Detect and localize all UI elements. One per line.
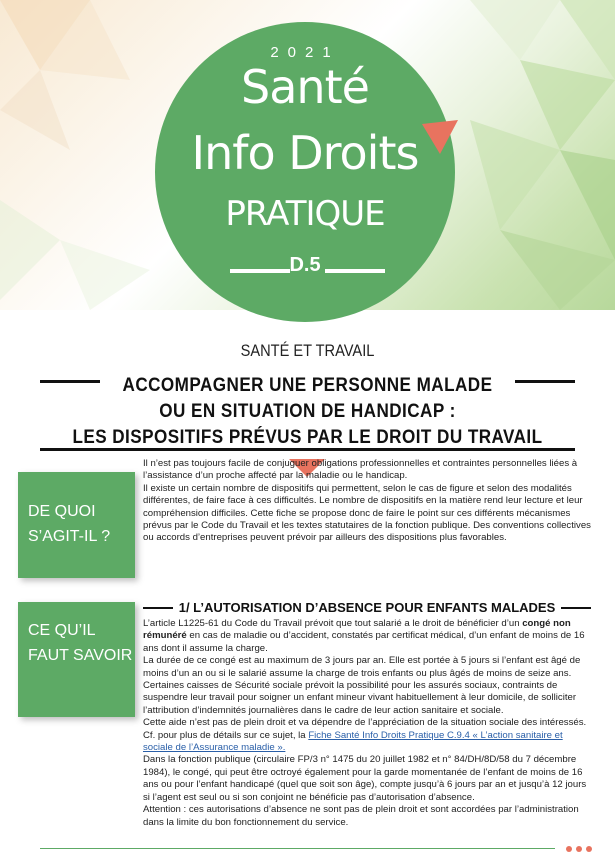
- text-run: Cf. pour plus de détails sur ce sujet, la: [143, 729, 309, 741]
- title-line-info-droits: Info Droits: [191, 126, 419, 180]
- main-title: [40, 373, 575, 451]
- box-label-line: DE QUOI: [28, 503, 96, 520]
- body-paragraph: Cette aide n’est pas de plein droit et va dépendre de l’appréciation de la situation sociale des intéressés.: [143, 717, 587, 729]
- section-body: [143, 618, 591, 829]
- section-heading-text: 1/ L’AUTORISATION D’ABSENCE POUR ENFANTS MALADES: [178, 600, 556, 615]
- box-de-quoi-s-agit-il: [18, 472, 135, 578]
- intro-text: [143, 458, 591, 545]
- intro-paragraph: Il n’est pas toujours facile de conjuguer obligations professionnelles et contraintes personnelles liées à l’assistance d’un proche affecté par la maladie ou le handicap.: [143, 458, 578, 482]
- title-line-sante: Santé: [241, 60, 369, 114]
- dot-icon: [586, 846, 592, 852]
- main-title-line: LES DISPOSITIFS PRÉVUS PAR LE DROIT DU TRAVAIL: [72, 427, 543, 448]
- footer-dots: [566, 846, 592, 852]
- section-label: SANTÉ ET TRAVAIL: [240, 341, 375, 360]
- footer-rule: [40, 848, 555, 849]
- body-paragraph: Dans la fonction publique (circulaire FP/3 n° 1475 du 20 juillet 1982 et n° 84/DH/8D/58 du 7 décembre 1984), le congé, qui peut être octroyé également pour la garde momentanée de l’enfant de moins de 16 ans ou pour l’enfant handicapé (quel que soit son âge), compte jusqu’à 6 jours par an et jusqu’à 12 jours si l’agent est seul ou si son conjoint ne bénéficie pas d’autorisation d’absence.: [143, 754, 587, 803]
- main-title-line: ACCOMPAGNER UNE PERSONNE MALADE: [122, 375, 493, 396]
- body-paragraph: Certaines caisses de Sécurité sociale prévoit la possibilité pour les assurés sociaux, contraints de suspendre leur travail pour soigner un enfant mineur vivant habituellement à leur domicile, de solliciter l’attribution d’indemnités journalières dans le cadre de leur action sanitaire et sociale.: [143, 680, 577, 716]
- text-run: L’article L1225-61 du Code du Travail prévoit que tout salarié a le droit de bénéficier d’un: [143, 618, 523, 629]
- box-label-line: FAUT SAVOIR: [28, 647, 133, 664]
- main-title-line: OU EN SITUATION DE HANDICAP :: [159, 401, 456, 422]
- box-label-line: S’AGIT-IL ?: [28, 528, 111, 545]
- box-ce-qu-il-faut-savoir: [18, 602, 135, 717]
- bold-text: congé non rémunéré: [143, 618, 571, 642]
- document-code: D.5: [289, 254, 321, 276]
- intro-paragraph: Il existe un certain nombre de dispositifs qui permettent, selon le cas de figure et selon des modalités différentes, de faire face à ces difficultés. Le nombre de dispositifs en la matière rend leur lecture et leur compréhension difficiles. Cette fiche se propose donc de faire le point sur ces différents mécanismes prévus par le Code du Travail et les textes statutaires de la fonction publique. Des conventions collectives ou accords d’entreprises peuvent prévoir par ailleurs des dispositions plus favorables.: [143, 482, 591, 544]
- heading-rule-right: [561, 607, 591, 609]
- dot-icon: [566, 846, 572, 852]
- body-paragraph: Attention : ces autorisations d’absence ne sont pas de plein droit et sont accordées par l’administration dans la limite du bon fonctionnement du service.: [143, 804, 579, 828]
- body-paragraph: La durée de ce congé est au maximum de 3 jours par an. Elle est portée à 5 jours si l’enfant est âgé de moins d’un an ou si le salarié assume la charge de trois enfants ou plus âgés de moins de seize ans.: [143, 655, 581, 679]
- year-label: 2021: [270, 44, 340, 61]
- text-run: en cas de maladie ou d’accident, constatés par certificat médical, d’un enfant de moins de 16 ans dont il assume la charge.: [143, 630, 585, 654]
- fiche-link[interactable]: Fiche Santé Info Droits Pratique C.9.4 « L’action sanitaire et sociale de l’Assurance maladie ».: [143, 729, 563, 754]
- body-paragraph: [143, 730, 591, 755]
- body-paragraph: [143, 618, 591, 655]
- section-heading: [143, 600, 591, 615]
- dot-icon: [576, 846, 582, 852]
- heading-rule-left: [143, 607, 173, 609]
- box-label-line: CE QU’IL: [28, 622, 96, 639]
- title-line-pratique: PRATIQUE: [225, 194, 385, 234]
